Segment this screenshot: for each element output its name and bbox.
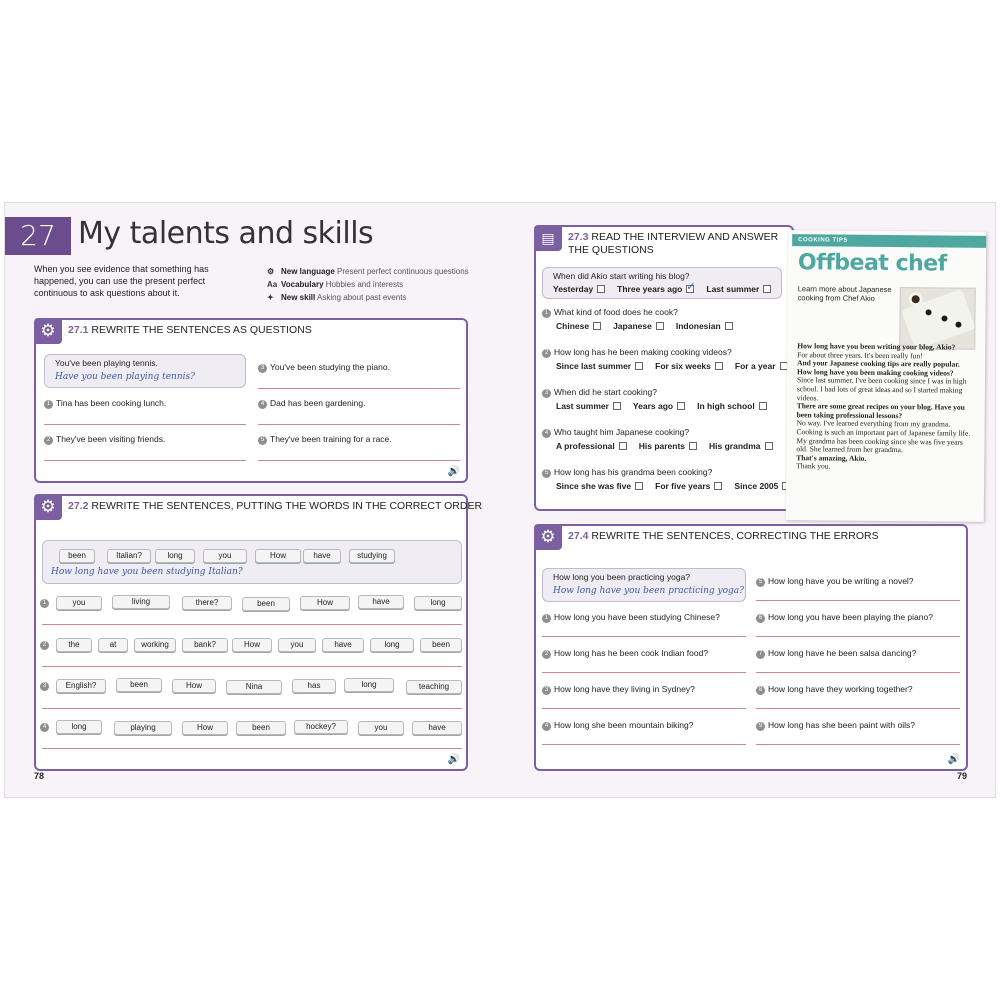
example-prompt: You've been playing tennis. bbox=[55, 358, 158, 368]
checkbox[interactable] bbox=[765, 442, 773, 450]
answer-line[interactable] bbox=[756, 636, 960, 637]
checkbox[interactable] bbox=[635, 362, 643, 370]
checkbox[interactable] bbox=[763, 285, 771, 293]
word-tile: been bbox=[420, 638, 462, 652]
sushi-roll bbox=[952, 319, 964, 331]
word-tile: living bbox=[112, 595, 170, 609]
word-tile: How bbox=[232, 638, 272, 652]
example-prompt: How long you been practicing yoga? bbox=[553, 572, 691, 582]
word-tile: have bbox=[322, 638, 364, 652]
exercise-27-4 bbox=[534, 524, 968, 771]
word-tile: long bbox=[414, 596, 462, 610]
article-tag: COOKING TIPS bbox=[792, 234, 986, 248]
answer-line[interactable] bbox=[542, 708, 746, 709]
word-tile: have bbox=[303, 549, 341, 563]
word-tile: at bbox=[98, 638, 128, 652]
word-tile: you bbox=[358, 721, 404, 735]
row-number: 4 bbox=[40, 721, 52, 732]
answer-line[interactable] bbox=[42, 748, 462, 749]
word-tile: long bbox=[56, 720, 102, 734]
answer-line[interactable] bbox=[542, 636, 746, 637]
answer-line[interactable] bbox=[258, 424, 460, 425]
article-offbeat-chef bbox=[786, 230, 987, 522]
checkbox[interactable] bbox=[677, 402, 685, 410]
question-item: 2 How long has he been making cooking videos? bbox=[542, 347, 732, 358]
word-tile: been bbox=[116, 678, 162, 692]
answer-line[interactable] bbox=[258, 388, 460, 389]
answer-line[interactable] bbox=[42, 666, 462, 667]
gear-icon: ⚙ bbox=[34, 494, 62, 520]
checkbox[interactable] bbox=[725, 322, 733, 330]
example-box bbox=[42, 540, 462, 584]
word-tile: bank? bbox=[182, 638, 228, 652]
checkbox[interactable] bbox=[597, 285, 605, 293]
example-answer: Have you been playing tennis? bbox=[55, 372, 195, 382]
word-tile: working bbox=[134, 638, 176, 652]
word-tile: hockey? bbox=[294, 720, 348, 734]
list-item: 3 You've been studying the piano. bbox=[258, 362, 390, 373]
word-tile: Italian? bbox=[107, 549, 151, 563]
key-value: Hobbies and interests bbox=[325, 280, 404, 289]
exercise-27-1 bbox=[34, 318, 468, 483]
answer-line[interactable] bbox=[258, 460, 460, 461]
puzzle-icon: ✦ bbox=[267, 293, 274, 302]
list-item: 4 Dad has been gardening. bbox=[258, 398, 365, 409]
list-item: 1 How long you have been studying Chinese? bbox=[542, 612, 720, 623]
row-number: 2 bbox=[40, 639, 52, 650]
answer-line[interactable] bbox=[42, 708, 462, 709]
article-subtitle: Learn more about Japanese cooking from Chef Akio bbox=[797, 284, 892, 303]
word-tile: been bbox=[236, 721, 286, 735]
gear-icon: ⚙ bbox=[34, 318, 62, 344]
interview-answer: Since last summer. I've been cooking since I was in high school. I had lots of great ideas and so I started making videos. bbox=[796, 375, 967, 402]
word-tile: have bbox=[358, 595, 404, 609]
example-options: Yesterday Three years ago✓ Last summer bbox=[553, 284, 783, 294]
word-tile: you bbox=[203, 549, 247, 563]
word-tile: How bbox=[255, 549, 301, 563]
chapter-number: 27 bbox=[5, 217, 71, 255]
question-options: A professional His parents His grandma bbox=[556, 441, 785, 451]
question-options: Since last summer For six weeks For a year bbox=[556, 361, 800, 371]
word-tile: the bbox=[56, 638, 92, 652]
word-tile: English? bbox=[56, 679, 106, 693]
interview-question: That's amazing, Akio. bbox=[796, 452, 867, 463]
exercise-title: 27.2 REWRITE THE SENTENCES, PUTTING THE WORDS IN THE CORRECT ORDER bbox=[68, 500, 483, 512]
example-answer: How long have you been practicing yoga? bbox=[553, 586, 744, 596]
checkbox[interactable] bbox=[635, 482, 643, 490]
answer-line[interactable] bbox=[542, 744, 746, 745]
intro-text: When you see evidence that something has happened, you can use the present perfect continuous to ask questions about it. bbox=[34, 264, 209, 298]
list-item: 5 How long have you be writing a novel? bbox=[756, 576, 914, 587]
list-item: 3 How long have they living in Sydney? bbox=[542, 684, 695, 695]
page-number-right: 79 bbox=[957, 771, 968, 781]
answer-line[interactable] bbox=[756, 600, 960, 601]
checkbox[interactable] bbox=[689, 442, 697, 450]
question-item: 1 What kind of food does he cook? bbox=[542, 307, 678, 318]
checkbox[interactable] bbox=[619, 442, 627, 450]
checkbox[interactable] bbox=[593, 322, 601, 330]
exercise-title: 27.1 REWRITE THE SENTENCES AS QUESTIONS bbox=[68, 324, 312, 336]
word-tile: there? bbox=[182, 596, 232, 610]
list-item: 7 How long have he been salsa dancing? bbox=[756, 648, 916, 659]
gears-icon: ⚙ bbox=[267, 267, 275, 276]
sushi-roll bbox=[909, 292, 923, 306]
key-label: Vocabulary bbox=[281, 280, 324, 289]
word-tile: How bbox=[300, 596, 350, 610]
key-row-skill bbox=[267, 291, 469, 304]
interview-question: And your Japanese cooking tips are really popular. How long have you been making cooking videos? bbox=[796, 358, 960, 378]
word-tile: How bbox=[182, 721, 228, 735]
list-item: 6 How long you have been playing the piano? bbox=[756, 612, 933, 623]
example-box bbox=[44, 354, 246, 388]
answer-line[interactable] bbox=[542, 672, 746, 673]
word-tile: have bbox=[412, 721, 462, 735]
exercise-27-2 bbox=[34, 494, 483, 771]
question-options: Chinese Japanese Indonesian bbox=[556, 321, 745, 331]
answer-line[interactable] bbox=[44, 424, 246, 425]
checkbox[interactable] bbox=[759, 402, 767, 410]
interview-answer: For about three years. It's been really fun! bbox=[797, 349, 923, 360]
exercise-title: 27.4 REWRITE THE SENTENCES, CORRECTING THE ERRORS bbox=[568, 530, 879, 542]
word-tile: has bbox=[292, 679, 336, 693]
key-label: New language bbox=[281, 267, 335, 276]
book-spread bbox=[4, 202, 996, 798]
answer-line[interactable] bbox=[44, 460, 246, 461]
question-options: Since she was five For five years Since 2005 bbox=[556, 481, 802, 491]
checkbox-checked[interactable] bbox=[686, 285, 694, 293]
interview-answer: No way. I've learned everything from my grandma. Cooking is such an important part of Japanese family life. My grandma has been cooking since she was five years old. She learned from her grandma. bbox=[796, 418, 971, 455]
question-item: 3 When did he start cooking? bbox=[542, 387, 657, 398]
checkbox[interactable] bbox=[714, 482, 722, 490]
list-item: 9 How long has she been paint with oils? bbox=[756, 720, 915, 731]
gear-icon: ⚙ bbox=[534, 524, 562, 550]
list-item: 1 Tina has been cooking lunch. bbox=[44, 398, 166, 409]
word-tile: studying bbox=[349, 549, 395, 563]
word-tile: playing bbox=[114, 721, 172, 735]
key-value: Present perfect continuous questions bbox=[337, 267, 469, 276]
row-number: 3 bbox=[40, 680, 52, 691]
word-tile: long bbox=[344, 678, 394, 692]
key-label: New skill bbox=[281, 293, 316, 302]
word-tile: Nina bbox=[226, 680, 282, 694]
word-tile: long bbox=[370, 638, 414, 652]
vocabulary-icon: Aa bbox=[267, 280, 278, 289]
list-item: 4 How long she been mountain biking? bbox=[542, 720, 693, 731]
answer-line[interactable] bbox=[756, 744, 960, 745]
key-list bbox=[267, 265, 469, 304]
answer-line[interactable] bbox=[42, 624, 462, 625]
question-options: Last summer Years ago In high school bbox=[556, 401, 779, 411]
key-row-vocabulary bbox=[267, 278, 469, 291]
word-tile: How bbox=[172, 679, 216, 693]
word-tile: long bbox=[155, 549, 195, 563]
interview-question: How long have you been writing your blog, Akio? bbox=[797, 341, 956, 352]
checkbox[interactable] bbox=[715, 362, 723, 370]
row-number: 1 bbox=[40, 597, 52, 608]
key-value: Asking about past events bbox=[317, 293, 407, 302]
sushi-roll bbox=[923, 306, 935, 318]
article-title: Offbeat chef bbox=[797, 250, 947, 277]
word-tile: you bbox=[56, 596, 102, 610]
key-row-language bbox=[267, 265, 469, 278]
list-item: 5 They've been training for a race. bbox=[258, 434, 392, 445]
word-tile: been bbox=[242, 597, 290, 611]
article-body bbox=[796, 342, 975, 472]
exercise-title: 27.3 READ THE INTERVIEW AND ANSWER THE QUESTIONS bbox=[568, 231, 779, 256]
exercise-27-3 bbox=[534, 225, 794, 511]
sushi-photo bbox=[899, 287, 976, 350]
example-box bbox=[542, 267, 782, 299]
answer-line[interactable] bbox=[756, 708, 960, 709]
sushi-roll bbox=[938, 312, 950, 324]
list-item: 2 How long has he been cook Indian food? bbox=[542, 648, 708, 659]
example-question: When did Akio start writing his blog? bbox=[553, 271, 690, 281]
answer-line[interactable] bbox=[756, 672, 960, 673]
list-item: 2 They've been visiting friends. bbox=[44, 434, 165, 445]
page-number-left: 78 bbox=[34, 771, 45, 781]
question-item: 5 How long has his grandma been cooking? bbox=[542, 467, 712, 478]
word-tile: you bbox=[278, 638, 316, 652]
checkbox[interactable] bbox=[613, 402, 621, 410]
question-item: 4 Who taught him Japanese cooking? bbox=[542, 427, 689, 438]
speaker-icon[interactable]: 🔊 bbox=[447, 754, 460, 765]
example-box bbox=[542, 568, 746, 602]
interview-question: There are some great recipes on your blog. Have you been taking professional lessons? bbox=[796, 401, 965, 420]
list-item: 8 How long have they working together? bbox=[756, 684, 913, 695]
chapter-title: My talents and skills bbox=[78, 216, 374, 251]
speaker-icon[interactable]: 🔊 bbox=[447, 466, 460, 477]
speaker-icon[interactable]: 🔊 bbox=[947, 754, 960, 765]
checkbox[interactable] bbox=[656, 322, 664, 330]
interview-answer: Thank you. bbox=[796, 461, 831, 471]
word-tile: teaching bbox=[406, 680, 462, 694]
book-icon: ▤ bbox=[534, 225, 562, 251]
word-tile: been bbox=[59, 549, 95, 563]
example-answer: How long have you been studying Italian? bbox=[51, 567, 243, 577]
